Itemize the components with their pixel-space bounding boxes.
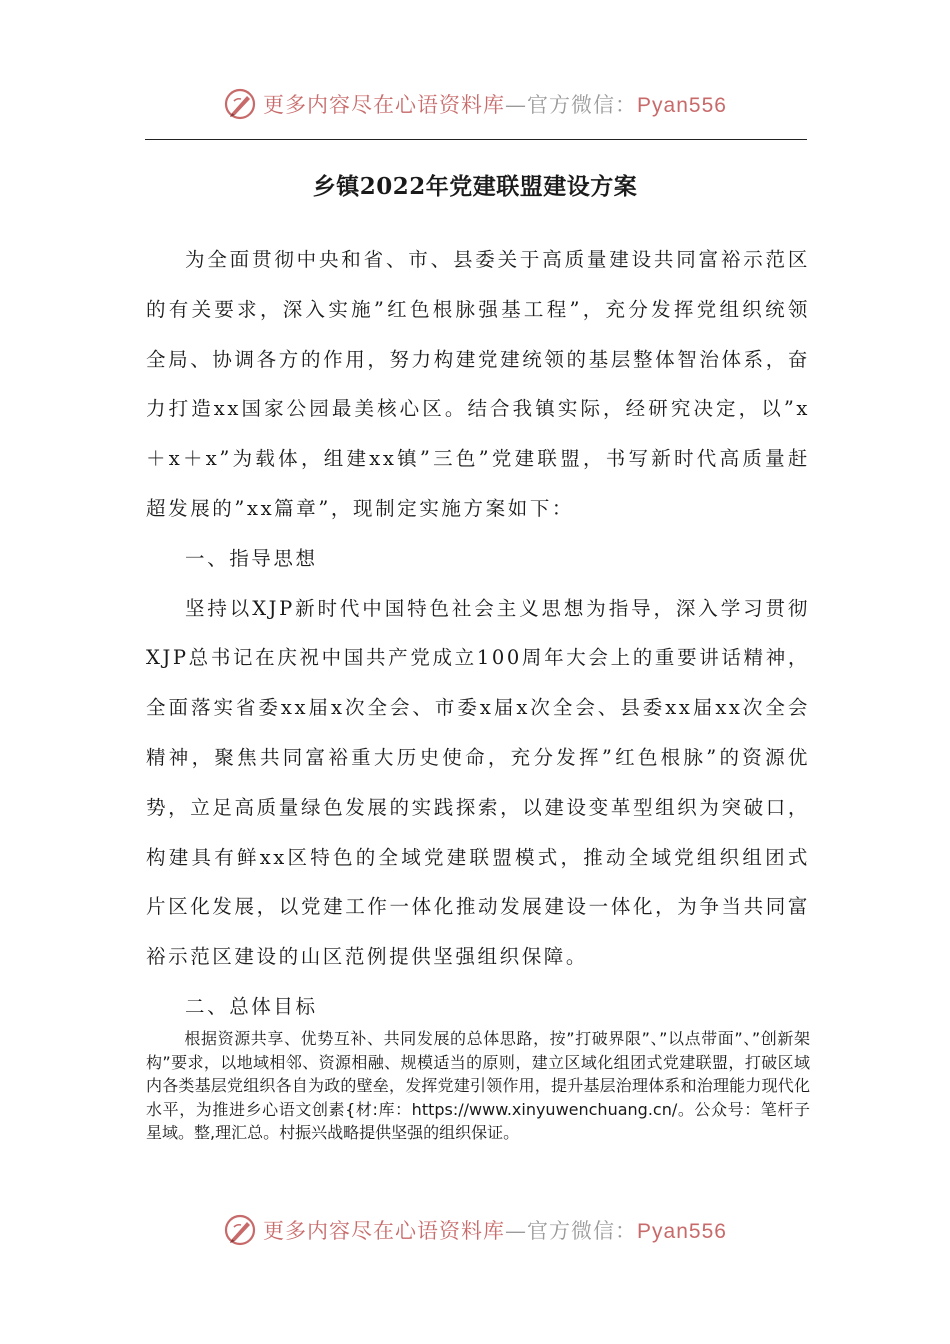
intro-paragraph: 为全面贯彻中央和省、市、县委关于高质量建设共同富裕示范区的有关要求，深入实施”红色根脉强基工程”，充分发挥党组织统领全局、协调各方的作用，努力构建党建统领的基层整体智治体系，奋力打造xx国家公园最美核心区。结合我镇实际，经研究决定，以”x＋x＋x”为载体，组建xx镇”三色”党建联盟，书写新时代高质量赶超发展的”xx篇章”，现制定实施方案如下：	[146, 248, 810, 520]
section-heading-guiding-ideology: 一、指导思想	[185, 546, 318, 570]
pen-logo-icon	[223, 1213, 257, 1247]
document-body	[146, 235, 810, 1032]
overall-goal-paragraph: 根据资源共享、优势互补、共同发展的总体思路，按”打破界限”、”以点带面”、”创新架构”要求，以地域相邻、资源相融、规模适当的原则，建立区域化组团式党建联盟，打破区域内各类基层党组织各自为政的壁垒，发挥党建引领作用，提升基层治理体系和治理能力现代化水平，为推进乡心语文创素{材:库：https://www.xinyuwenchuang.cn/。公众号：笔杆子星域。整,理汇总。村振兴战略提供坚强的组织保证。	[146, 1029, 810, 1142]
pen-logo-icon	[223, 87, 257, 121]
section-heading-overall-goal: 二、总体目标	[185, 994, 318, 1018]
header-divider	[145, 139, 807, 140]
bottom-watermark-banner	[0, 1208, 950, 1252]
guiding-ideology-paragraph: 坚持以XJP新时代中国特色社会主义思想为指导，深入学习贯彻XJP总书记在庆祝中国共产党成立100周年大会上的重要讲话精神，全面落实省委xx届x次全会、市委x届x次全会、县委xx届xx次全会精神，聚焦共同富裕重大历史使命，充分发挥”红色根脉”的资源优势，立足高质量绿色发展的实践探索，以建设变革型组织为突破口，构建具有鲜xx区特色的全域党建联盟模式，推动全域党组织组团式片区化发展，以党建工作一体化推动发展建设一体化，为争当共同富裕示范区建设的山区范例提供坚强组织保障。	[146, 596, 810, 969]
document-title: 乡镇2022年党建联盟建设方案	[312, 173, 638, 200]
top-watermark-banner	[0, 82, 950, 126]
banner-text: 更多内容尽在心语资料库—官方微信：Pyan556	[263, 1219, 727, 1243]
banner-text: 更多内容尽在心语资料库—官方微信：Pyan556	[263, 93, 727, 117]
